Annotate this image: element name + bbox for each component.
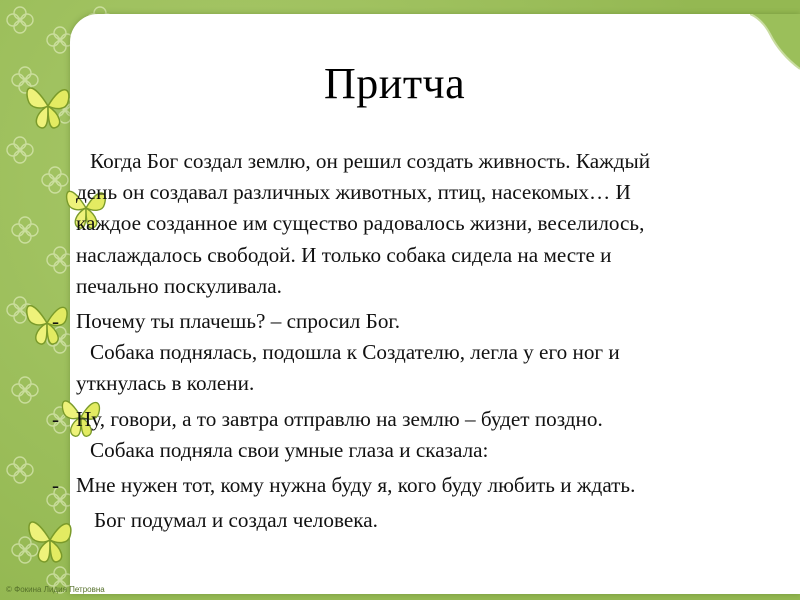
paragraph-ending bbox=[76, 505, 756, 536]
text-line: Мне нужен тот, кому нужна буду я, кого буду любить и ждать. bbox=[76, 473, 636, 498]
slide-title: Притча bbox=[324, 59, 466, 108]
text-line: наслаждалось свободой. И только собака сидела на месте и bbox=[76, 242, 612, 267]
page-curl bbox=[750, 14, 800, 84]
text-line: Когда Бог создал землю, он решил создать живность. Каждый bbox=[90, 149, 651, 173]
text-line: Почему ты плачешь? – спросил Бог. bbox=[76, 309, 401, 334]
dialogue-line-question bbox=[52, 306, 756, 337]
text-line: печально поскуливала. bbox=[76, 273, 282, 298]
dash-bullet: - bbox=[52, 309, 60, 334]
text-line: Собака поднялась, подошла к Создателю, легла у его ног и bbox=[90, 340, 620, 365]
text-line: уткнулась в колени. bbox=[76, 371, 255, 396]
paragraph-dog-eyes bbox=[76, 435, 756, 466]
paragraph-dog-rises bbox=[76, 337, 756, 399]
parable-text bbox=[52, 146, 756, 536]
dash-bullet: - bbox=[52, 473, 60, 498]
butterfly-icon bbox=[22, 296, 72, 348]
butterfly-icon bbox=[24, 512, 76, 566]
text-line: Ну, говори, а то завтра отправлю на землю – будет поздно. bbox=[76, 406, 603, 431]
dialogue-line-answer bbox=[52, 470, 756, 501]
paragraph-intro bbox=[76, 146, 756, 302]
text-line: каждое созданное им существо радовалось жизни, веселилось, bbox=[76, 211, 645, 236]
dialogue-line-speak bbox=[52, 404, 756, 435]
text-line: день он создавал различных животных, птиц, насекомых… И bbox=[76, 180, 631, 205]
text-line: Бог подумал и создал человека. bbox=[94, 508, 378, 533]
text-line: Собака подняла свои умные глаза и сказала: bbox=[90, 437, 489, 462]
author-credit: © Фокина Лидия Петровна bbox=[6, 585, 105, 594]
dash-bullet: - bbox=[52, 406, 60, 431]
butterfly-icon bbox=[22, 78, 74, 132]
